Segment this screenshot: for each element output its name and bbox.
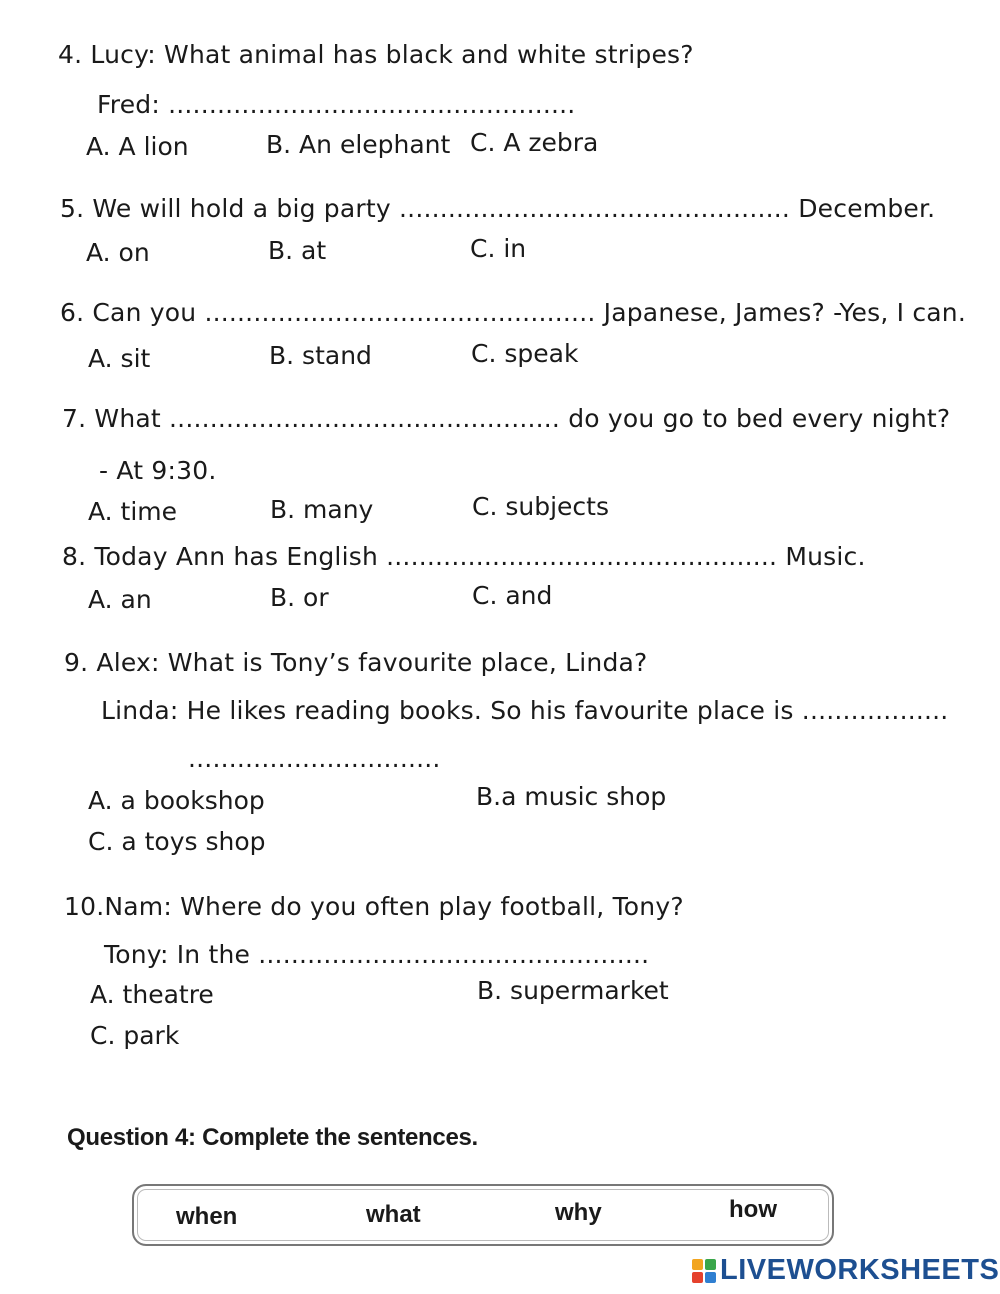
question-4-answer-line: Fred: ..................................................	[97, 90, 576, 119]
question-4-option-a: A. A lion	[86, 132, 189, 161]
question-9-option-c: C. a toys shop	[88, 827, 266, 856]
question-8-option-c: C. and	[472, 581, 553, 610]
question-5-option-a: A. on	[86, 238, 150, 267]
question-9-option-a: A. a bookshop	[88, 786, 265, 815]
question-4-option-c: C. A zebra	[470, 128, 599, 157]
question-9-option-b: B.a music shop	[476, 782, 667, 811]
word-bank-what: what	[366, 1201, 421, 1228]
question-7-option-c: C. subjects	[472, 492, 609, 521]
question-10-option-a: A. theatre	[90, 980, 214, 1009]
question-10-answer-line: Tony: In the ................................................	[104, 940, 650, 969]
question-5-stem: 5. We will hold a big party ................................................ December.	[60, 194, 936, 223]
question-10-option-c: C. park	[90, 1021, 180, 1050]
question-8-option-a: A. an	[88, 585, 152, 614]
question-7-option-b: B. many	[270, 495, 374, 524]
question-9-stem: 9. Alex: What is Tony’s favourite place, Linda?	[64, 648, 648, 677]
liveworksheets-wordmark: LIVEWORKSHEETS	[720, 1254, 1000, 1286]
question-7-reply: - At 9:30.	[99, 456, 217, 485]
word-bank-when: when	[176, 1203, 238, 1230]
question-4-option-b: B. An elephant	[266, 130, 451, 159]
question-7-stem: 7. What ................................................ do you go to bed every night?	[62, 404, 951, 433]
word-bank-why: why	[555, 1199, 602, 1226]
question-4-stem: 4. Lucy: What animal has black and white stripes?	[58, 40, 694, 69]
question-6-option-a: A. sit	[88, 344, 151, 373]
question-6-stem: 6. Can you ................................................ Japanese, James? -Yes, I can.	[60, 298, 966, 327]
question-6-option-c: C. speak	[471, 339, 579, 368]
question-6-option-b: B. stand	[269, 341, 372, 370]
question-5-option-b: B. at	[268, 236, 327, 265]
question-9-answer-continuation: ...............................	[188, 744, 441, 773]
question-10-stem: 10.Nam: Where do you often play football, Tony?	[64, 892, 684, 921]
question-9-answer-line: Linda: He likes reading books. So his favourite place is ..................	[101, 696, 949, 725]
question-7-option-a: A. time	[88, 497, 178, 526]
liveworksheets-logo	[692, 1254, 999, 1287]
question-5-option-c: C. in	[470, 234, 527, 263]
liveworksheets-icon	[692, 1259, 716, 1283]
question-10-option-b: B. supermarket	[477, 976, 669, 1005]
word-bank-how: how	[729, 1196, 777, 1223]
section-title: Question 4: Complete the sentences.	[67, 1124, 478, 1151]
question-8-option-b: B. or	[270, 583, 329, 612]
question-8-stem: 8. Today Ann has English ................................................ Music.	[62, 542, 866, 571]
